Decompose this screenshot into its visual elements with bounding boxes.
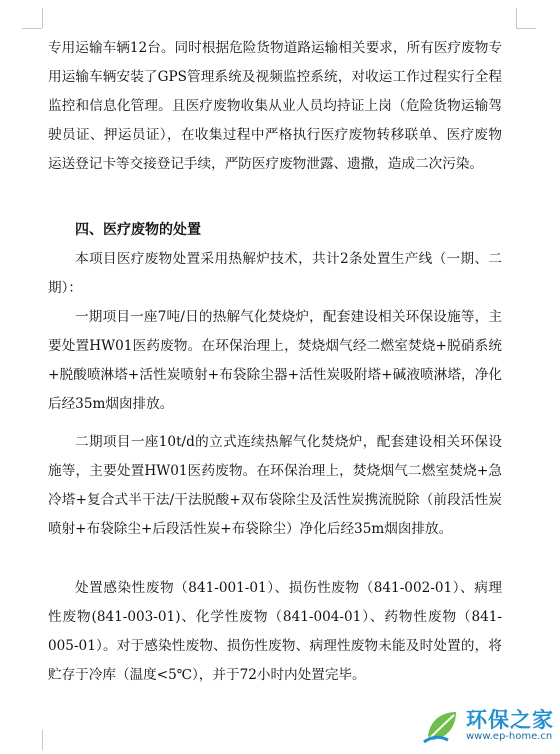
- paragraph-overview: 本项目医疗废物处置采用热解炉技术，共计2条处置生产线（一期、二期）：: [48, 251, 502, 296]
- paragraph-transport: 专用运输车辆12台。同时根据危险货物道路运输相关要求，所有医疗废物专用运输车辆安装了GPS管理系统及视频监控系统，对收运工作过程实行全程监控和信息化管理。且医疗废物收集从业人员均持证上岗（危险货物运输驾驶员证、押运员证），在收集过程中严格执行医疗废物转移联单、医疗废物运送登记卡等交接登记手续，严防医疗废物泄露、遗撒，造成二次污染。: [48, 40, 502, 172]
- crop-mark-top-right-v: [516, 8, 517, 28]
- watermark: [422, 706, 554, 746]
- crop-mark-bottom-left-v: [42, 730, 43, 750]
- watermark-name: 环保之家: [466, 708, 554, 732]
- crop-mark-top-left-h: [22, 28, 42, 29]
- paragraph-phase-two: 二期项目一座10t/d的立式连续热解气化焚烧炉，配套建设相关环保设施等，主要处置HW01医药废物。在环保治理上，焚烧烟气二燃室焚烧+急冷塔+复合式半干法/干法脱酸+双布袋除尘及活性炭携流脱除（前段活性炭喷射+布袋除尘+后段活性炭+布袋除尘）净化后经35m烟囱排放。: [48, 434, 502, 537]
- section-heading: 四、医疗废物的处置: [75, 222, 201, 238]
- paragraph-phase-one: 一期项目一座7吨/日的热解气化焚烧炉，配套建设相关环保设施等，主要处置HW01医药废物。在环保治理上，焚烧烟气经二燃室焚烧+脱硝系统+脱酸喷淋塔+活性炭喷射+布袋除尘器+活性炭吸附塔+碱液喷淋塔，净化后经35m烟囱排放。: [48, 309, 502, 412]
- watermark-url: www.ep-home.cn: [466, 731, 553, 742]
- crop-mark-top-left-v: [42, 8, 43, 28]
- crop-mark-top-right-h: [516, 28, 536, 29]
- paragraph-waste-types: 处置感染性废物（841-001-01）、损伤性废物（841-002-01）、病理性废物(841-003-01)、化学性废物（841-004-01）、药物性废物（841-005-01）。对于感染性废物、损伤性废物、病理性废物未能及时处置的，将贮存于冷库（温度<5℃），并于72小时内处置完毕。: [48, 580, 502, 683]
- leaf-logo-icon: [422, 706, 462, 746]
